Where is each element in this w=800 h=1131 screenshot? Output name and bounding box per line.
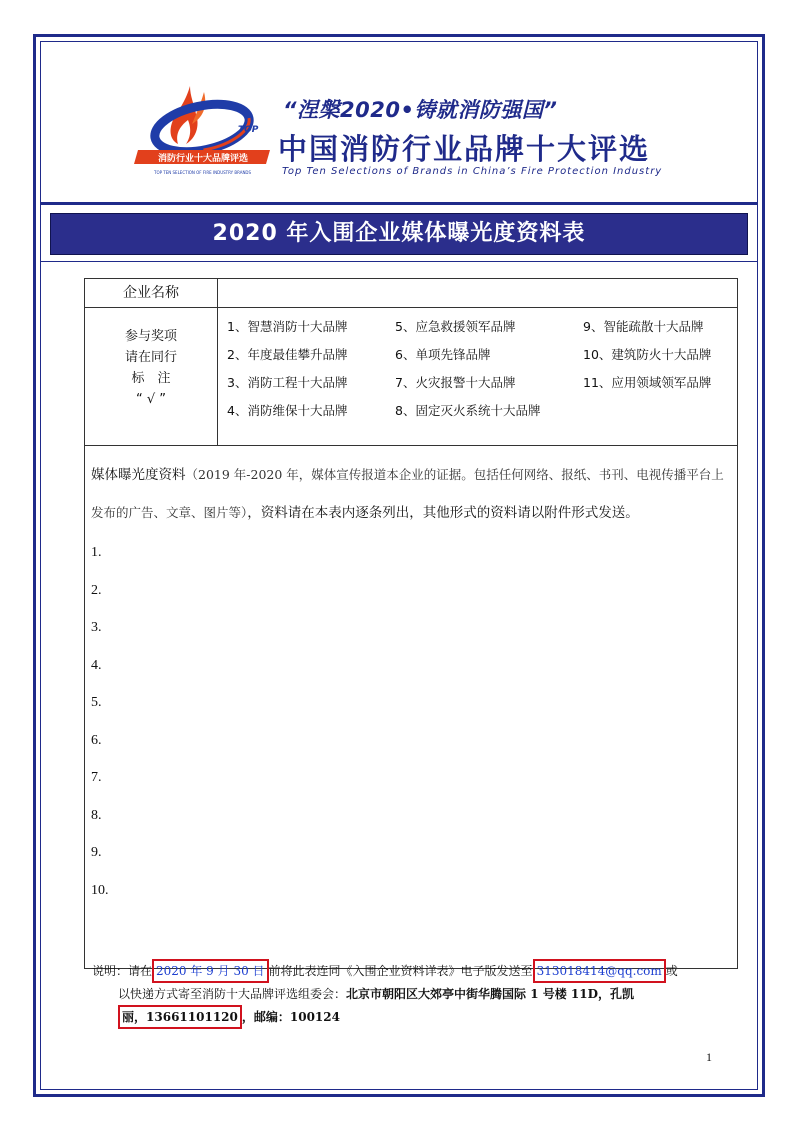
note-line-2 [92,983,732,1006]
page-number: 1 [706,1050,712,1064]
media-item[interactable]: 9. [91,845,102,860]
media-item[interactable]: 6. [91,732,102,748]
logo-en-text: TOP TEN SELECTION OF FIRE INDUSTRY BRANDS [154,170,252,175]
media-instruction: ，资料请在本表内逐条列出，其他形式的资料请以附件形式发送。 [247,505,639,521]
contact-name: 丽， [122,1010,147,1024]
media-row [85,446,738,969]
postcode: ，邮编：100124 [241,1010,340,1024]
note-line-3 [92,1006,732,1029]
award-option[interactable]: 4、消防维保十大品牌 [227,403,348,418]
media-item[interactable]: 8. [91,807,102,823]
media-item[interactable]: 7. [91,770,102,785]
media-item[interactable]: 5. [91,695,102,710]
top10-logo [130,78,280,188]
award-option[interactable]: 1、智慧消防十大品牌 [227,319,348,334]
note-mid: 前将此表连同《入围企业资料详表》电子版发送至 [268,964,533,978]
awards-row [85,308,738,446]
contact-phone: 13661101120 [146,1010,238,1024]
award-option[interactable]: 9、智能疏散十大品牌 [583,319,704,334]
form-title: 2020 年入围企业媒体曝光度资料表 [50,213,748,255]
media-note: （2019 年-2020 年，媒体宣传报道本企业的证据。包括任何网络、报纸、书刊、电视传播平台上发布的广告、文章、图片等） [91,467,724,520]
award-options [219,309,736,420]
title-divider [41,261,757,262]
media-item[interactable]: 1. [91,545,102,560]
note-line-1 [92,960,732,983]
award-option[interactable]: 2、年度最佳攀升品牌 [227,347,348,362]
award-label [85,308,218,446]
award-option-empty [583,401,733,420]
media-description [91,456,731,532]
award-label-line: “ √ ” [135,392,167,407]
footer-note [92,960,732,1029]
media-cell[interactable] [85,446,738,969]
mailing-address: 北京市朝阳区大郊亭中街华腾国际 1 号楼 11D，孔凯 [346,987,635,1001]
award-option[interactable]: 3、消防工程十大品牌 [227,375,348,390]
company-label: 企业名称 [85,279,218,308]
award-option[interactable]: 5、应急救援领军品牌 [395,319,516,334]
award-option[interactable]: 11、应用领域领军品牌 [583,375,712,390]
media-title: 媒体曝光度资料 [91,467,186,483]
award-label-line: 参与奖项 [124,329,177,344]
media-item[interactable]: 2. [91,582,102,598]
media-item[interactable]: 10. [91,882,109,898]
award-option[interactable]: 10、建筑防火十大品牌 [583,347,712,362]
company-name-field[interactable] [218,279,738,308]
logo-cn-text: 消防行业十大品牌评选 [158,154,249,164]
media-item-list [91,534,731,909]
contact-highlight [118,1005,242,1029]
award-options-cell [218,308,738,446]
header-divider [41,202,757,205]
media-exposure-form [84,278,738,969]
logo-top-text: TOP [238,125,259,135]
award-label-line: 标 注 [131,371,171,386]
award-label-line: 请在同行 [124,350,177,365]
note-line2-text: 以快递方式寄至消防十大品牌评选组委会： [118,987,347,1001]
media-item[interactable]: 4. [91,657,102,673]
main-title: 中国消防行业品牌十大评选 [278,132,651,166]
email-link[interactable]: 313018414@qq.com [533,959,666,983]
deadline-date: 2020 年 9 月 30 日 [152,959,269,983]
company-row [85,279,738,308]
slogan: “涅槃2020•铸就消防强国” [283,98,558,122]
award-option[interactable]: 6、单项先锋品牌 [395,347,491,362]
note-suffix: 或 [665,964,678,978]
media-item[interactable]: 3. [91,620,102,635]
award-option[interactable]: 7、火灾报警十大品牌 [395,375,516,390]
note-prefix: 说明：请在 [92,964,153,978]
award-option[interactable]: 8、固定灭火系统十大品牌 [395,403,541,418]
english-subtitle: Top Ten Selections of Brands in China’s Fire Protection Industry [282,166,663,177]
